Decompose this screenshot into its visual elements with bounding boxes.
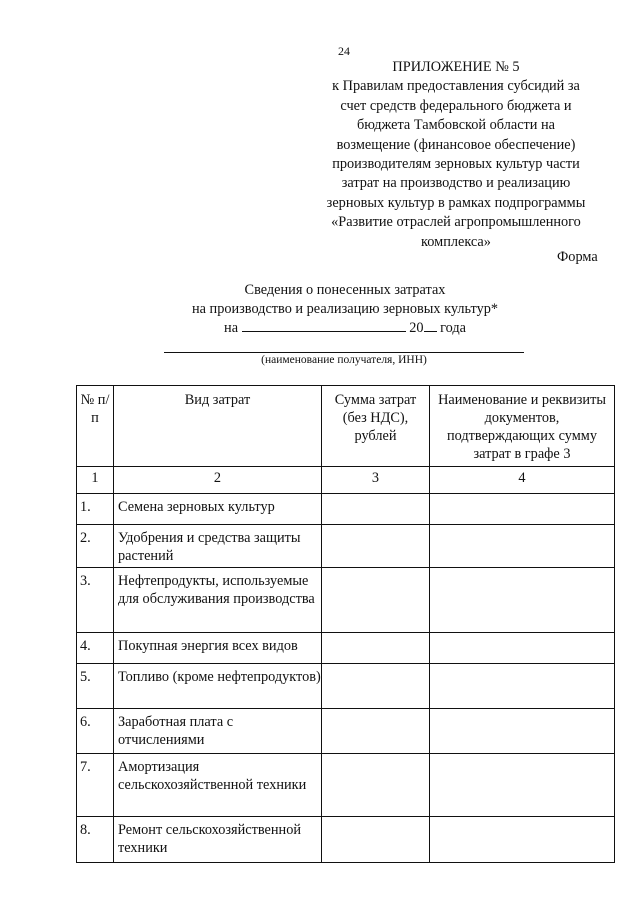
cost-sum-cell[interactable] — [322, 494, 430, 525]
documents-cell[interactable] — [430, 664, 615, 709]
appendix-line: возмещение (финансовое обеспечение) — [336, 136, 576, 153]
page-number: 24 — [338, 44, 350, 58]
header-cost-sum: Сумма затрат (без НДС), рублей — [322, 386, 430, 467]
column-number: 2 — [114, 467, 322, 494]
appendix-line: зерновых культур в рамках подпрограммы — [326, 194, 586, 211]
form-title-date-line — [150, 319, 540, 338]
table-row — [77, 633, 615, 664]
documents-cell[interactable] — [430, 633, 615, 664]
table-row — [77, 754, 615, 817]
column-number: 4 — [430, 467, 615, 494]
date-blank-field[interactable] — [242, 331, 406, 332]
row-number: 4. — [77, 633, 114, 664]
appendix-line: счет средств федерального бюджета и — [340, 97, 572, 114]
cost-sum-cell[interactable] — [322, 525, 430, 568]
cost-type: Удобрения и средства защиты растений — [114, 525, 322, 568]
appendix-line: бюджета Тамбовской области на — [356, 117, 556, 134]
form-title — [150, 281, 540, 339]
table-row — [77, 525, 615, 568]
year-prefix: 20 — [409, 320, 424, 337]
table-row — [77, 709, 615, 754]
appendix-line: затрат на производство и реализацию — [341, 175, 571, 192]
table-row — [77, 664, 615, 709]
column-number: 1 — [77, 467, 114, 494]
year-blank-field[interactable] — [424, 331, 437, 332]
date-prefix: на — [224, 320, 239, 337]
row-number: 7. — [77, 754, 114, 817]
documents-cell[interactable] — [430, 494, 615, 525]
form-label: Форма — [557, 249, 598, 265]
cost-type: Нефтепродукты, используемые для обслуживания производства — [114, 568, 322, 633]
table-header-row — [77, 386, 615, 467]
cost-sum-cell[interactable] — [322, 568, 430, 633]
cost-type: Амортизация сельскохозяйственной техники — [114, 754, 322, 817]
appendix-line: к Правилам предоставления субсидий за — [332, 78, 580, 95]
cost-type: Семена зерновых культур — [114, 494, 322, 525]
documents-cell[interactable] — [430, 525, 615, 568]
row-number: 6. — [77, 709, 114, 754]
year-suffix: года — [440, 320, 466, 337]
table-row — [77, 568, 615, 633]
recipient-caption: (наименование получателя, ИНН) — [261, 354, 427, 366]
appendix-header — [300, 58, 612, 252]
documents-cell[interactable] — [430, 568, 615, 633]
cost-type: Заработная плата с отчислениями — [114, 709, 322, 754]
appendix-line: «Развитие отраслей агропромышленного — [331, 214, 581, 231]
appendix-line: комплекса» — [421, 233, 491, 250]
table-row — [77, 817, 615, 863]
documents-cell[interactable] — [430, 817, 615, 863]
row-number: 5. — [77, 664, 114, 709]
header-row-number: № п/п — [77, 386, 114, 467]
cost-type: Топливо (кроме нефтепродуктов) — [114, 664, 322, 709]
form-title-line: на производство и реализацию зерновых культур* — [191, 301, 499, 318]
documents-cell[interactable] — [430, 709, 615, 754]
documents-cell[interactable] — [430, 754, 615, 817]
form-title-line: Сведения о понесенных затратах — [244, 282, 446, 298]
recipient-blank-line[interactable] — [164, 352, 524, 353]
appendix-line: производителям зерновых культур части — [332, 156, 580, 173]
cost-sum-cell[interactable] — [322, 664, 430, 709]
cost-type: Покупная энергия всех видов — [114, 633, 322, 664]
cost-sum-cell[interactable] — [322, 709, 430, 754]
cost-sum-cell[interactable] — [322, 817, 430, 863]
appendix-title: ПРИЛОЖЕНИЕ № 5 — [392, 59, 520, 75]
row-number: 1. — [77, 494, 114, 525]
cost-type: Ремонт сельскохозяйственной техники — [114, 817, 322, 863]
column-number-row — [77, 467, 615, 494]
cost-sum-cell[interactable] — [322, 633, 430, 664]
row-number: 8. — [77, 817, 114, 863]
table-row — [77, 494, 615, 525]
row-number: 3. — [77, 568, 114, 633]
costs-table — [76, 385, 615, 863]
header-documents: Наименование и реквизиты документов, подтверждающих сумму затрат в графе 3 — [430, 386, 615, 467]
header-cost-type: Вид затрат — [114, 386, 322, 467]
cost-sum-cell[interactable] — [322, 754, 430, 817]
column-number: 3 — [322, 467, 430, 494]
row-number: 2. — [77, 525, 114, 568]
